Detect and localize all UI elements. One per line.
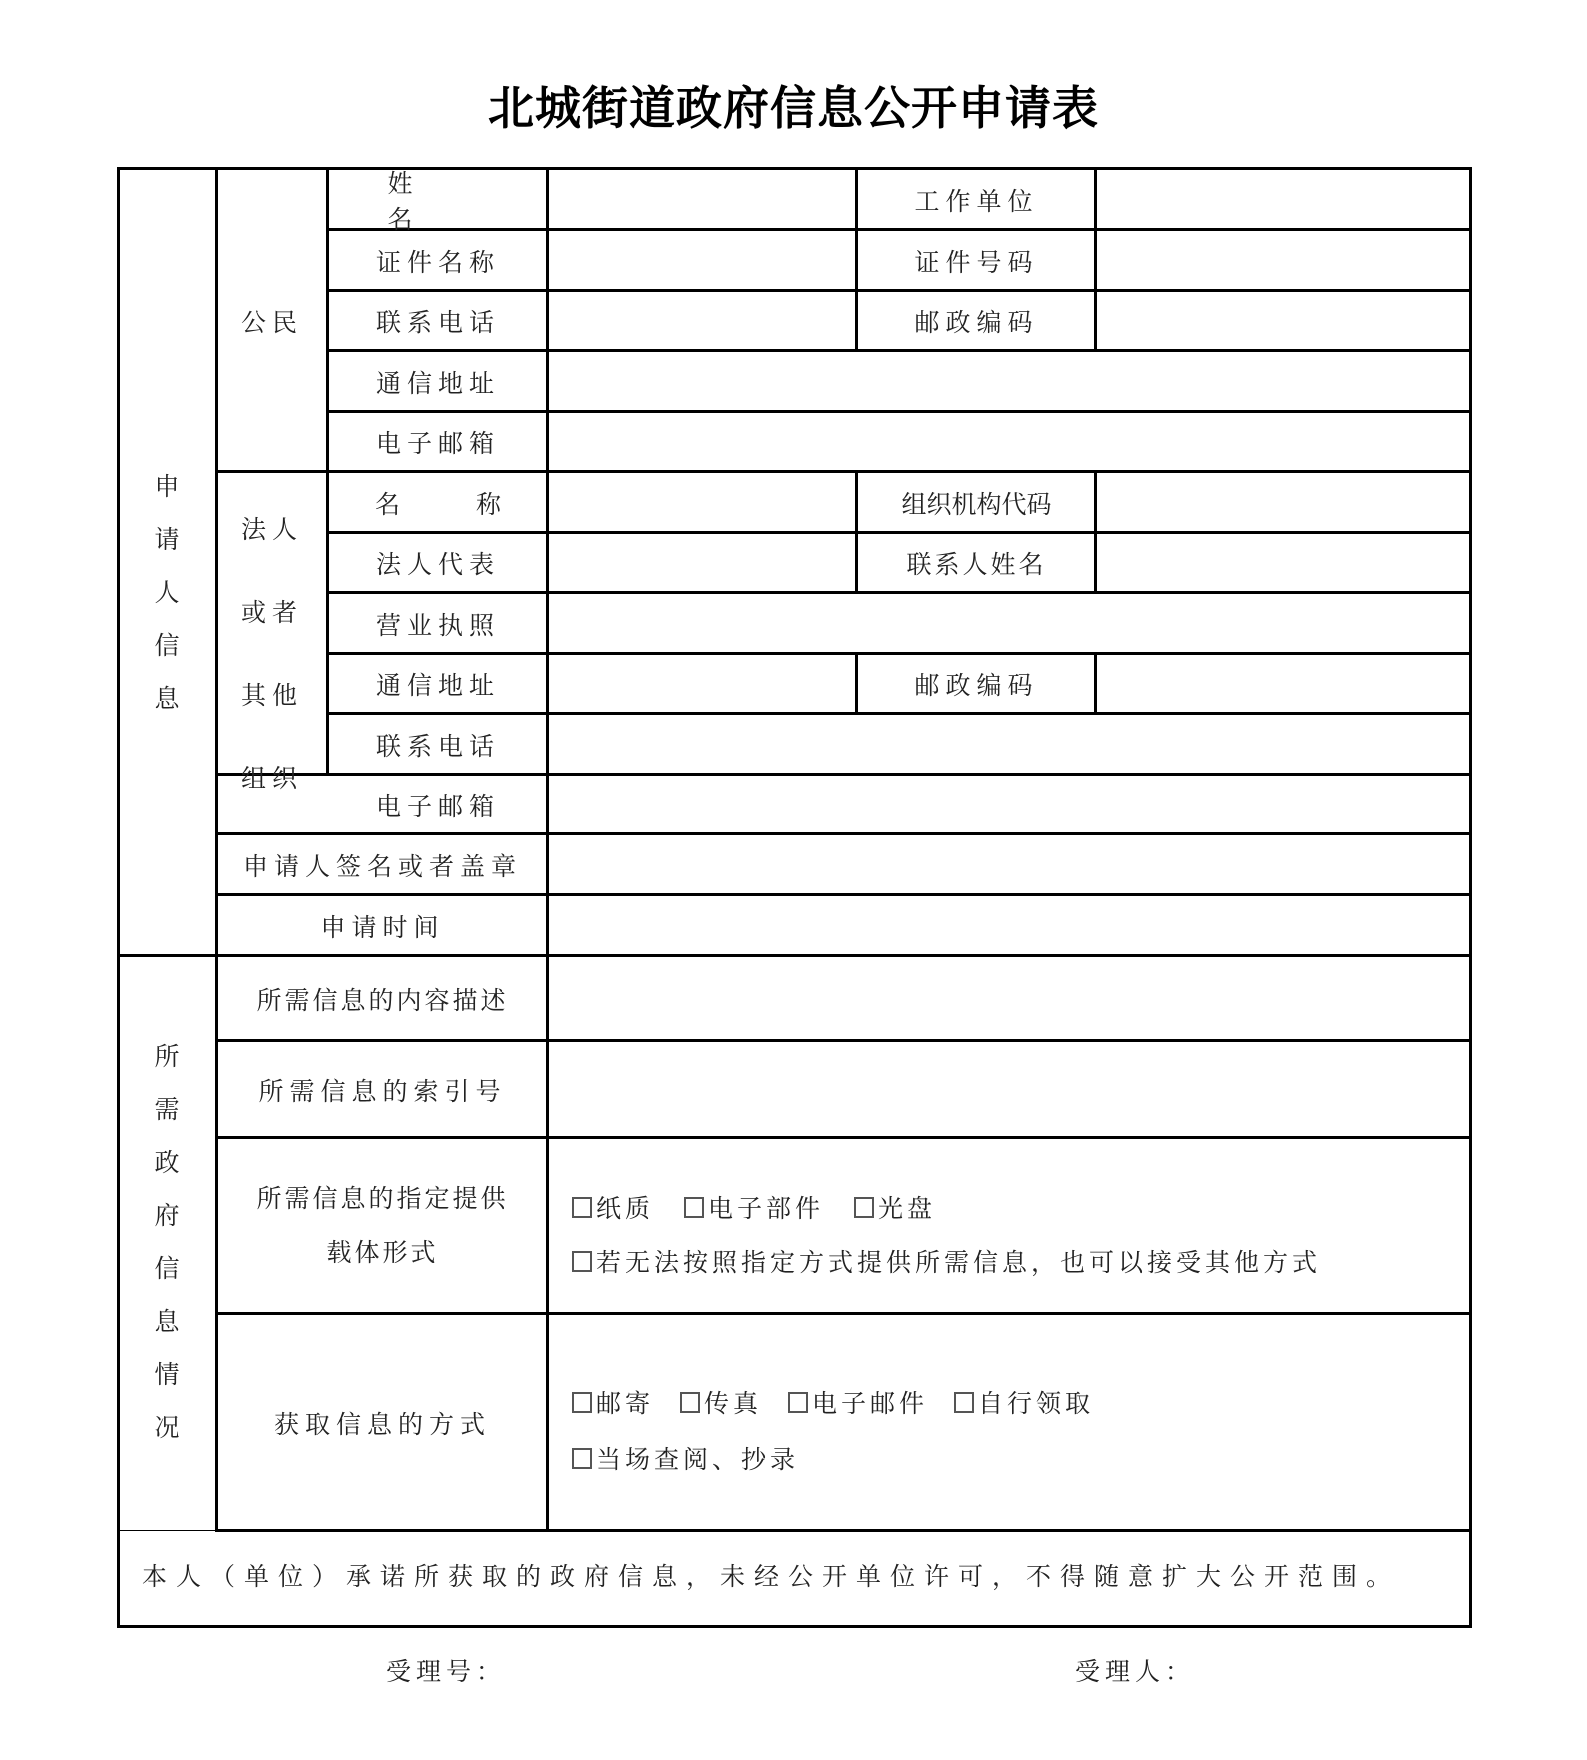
citizen-group-label: 公民 — [240, 307, 303, 337]
method-option-email[interactable]: 电子邮件 — [788, 1384, 928, 1420]
carrier-option-disc[interactable]: 光盘 — [854, 1189, 936, 1225]
form-title: 北城街道政府信息公开申请表 — [488, 81, 1099, 135]
business-license-field[interactable] — [549, 594, 1469, 653]
postal-code-field[interactable] — [1097, 292, 1469, 350]
id-type-field[interactable] — [549, 231, 855, 290]
label-apply-date: 申请时间 — [320, 912, 445, 942]
checkbox-icon[interactable] — [680, 1392, 700, 1413]
org-code-field[interactable] — [1097, 473, 1469, 532]
org-postal-code-field[interactable] — [1097, 655, 1469, 713]
checkbox-icon[interactable] — [572, 1392, 592, 1413]
signature-field[interactable] — [549, 835, 1469, 894]
label-org-address: 通信地址 — [375, 671, 500, 700]
label-email: 电子邮箱 — [375, 429, 500, 458]
name-field[interactable] — [549, 170, 855, 229]
label-phone: 联系电话 — [375, 308, 500, 337]
address-field[interactable] — [549, 352, 1469, 411]
label-address: 通信地址 — [375, 368, 500, 398]
index-number-field[interactable] — [549, 1042, 1469, 1137]
label-work-unit: 工作单位 — [914, 186, 1039, 216]
checkbox-icon[interactable] — [572, 1448, 592, 1469]
email-field[interactable] — [549, 413, 1469, 471]
method-option-onsite-review[interactable]: 当场查阅、抄录 — [572, 1440, 799, 1476]
label-org-phone: 联系电话 — [375, 731, 500, 761]
label-id-number: 证件号码 — [914, 247, 1039, 277]
table-border-right — [1469, 167, 1472, 1628]
content-description-field[interactable] — [549, 957, 1469, 1040]
label-access-method: 获取信息的方式 — [273, 1409, 491, 1439]
label-org-code: 组织机构代码 — [901, 489, 1052, 519]
label-contact-name: 联系人姓名 — [906, 550, 1047, 579]
legal-rep-field[interactable] — [549, 534, 855, 592]
method-option-fax[interactable]: 传真 — [680, 1384, 762, 1420]
org-email-field[interactable] — [549, 776, 1469, 833]
label-signature: 申请人签名或者盖章 — [242, 851, 522, 881]
checkbox-icon[interactable] — [572, 1197, 592, 1218]
checkbox-icon[interactable] — [954, 1392, 974, 1413]
apply-date-field[interactable] — [549, 896, 1469, 955]
label-index-number: 所需信息的索引号 — [258, 1076, 507, 1106]
org-address-field[interactable] — [549, 655, 855, 713]
phone-field[interactable] — [549, 292, 855, 350]
label-org-name: 名称 — [374, 489, 577, 519]
carrier-option-email[interactable]: 电子部件 — [684, 1189, 824, 1225]
method-option-self-pickup[interactable]: 自行领取 — [954, 1384, 1094, 1420]
section-divider-thin — [118, 1530, 218, 1531]
label-org-postal-code: 邮政编码 — [914, 671, 1039, 700]
handler-label: 受理人： — [1075, 1657, 1196, 1686]
checkbox-icon[interactable] — [788, 1392, 808, 1413]
label-content-description: 所需信息的内容描述 — [256, 985, 509, 1015]
label-postal-code: 邮政编码 — [914, 308, 1039, 337]
method-option-mail[interactable]: 邮寄 — [572, 1384, 654, 1420]
label-legal-rep: 法人代表 — [375, 550, 500, 579]
label-id-type: 证件名称 — [375, 247, 500, 277]
label-name: 姓名 — [387, 168, 489, 234]
table-border-bottom — [118, 1625, 1472, 1628]
carrier-option-accept-other[interactable]: 若无法按照指定方式提供所需信息，也可以接受其他方式 — [572, 1243, 1321, 1279]
org-name-field[interactable] — [549, 473, 855, 532]
checkbox-icon[interactable] — [572, 1251, 592, 1272]
requested-info-section-label: 所 需 政 府 信 息 情 况 — [154, 1042, 180, 1442]
carrier-option-paper[interactable]: 纸质 — [572, 1189, 654, 1225]
label-carrier-form: 所需信息的指定提供 载体形式 — [256, 1184, 509, 1267]
checkbox-icon[interactable] — [854, 1197, 874, 1218]
label-business-license: 营业执照 — [375, 610, 500, 640]
declaration-text: 本人（单位）承诺所获取的政府信息，未经公开单位许可，不得随意扩大公开范围。 — [142, 1562, 1401, 1591]
applicant-info-section-label: 申 请 人 信 息 — [154, 472, 180, 713]
acceptance-number-label: 受理号： — [386, 1657, 507, 1686]
label-org-email: 电子邮箱 — [375, 791, 500, 821]
id-number-field[interactable] — [1097, 231, 1469, 290]
org-phone-field[interactable] — [549, 715, 1469, 774]
work-unit-field[interactable] — [1097, 170, 1469, 229]
checkbox-icon[interactable] — [684, 1197, 704, 1218]
contact-name-field[interactable] — [1097, 534, 1469, 592]
organization-group-label: 法人 或者 其他 组织 — [240, 515, 303, 793]
